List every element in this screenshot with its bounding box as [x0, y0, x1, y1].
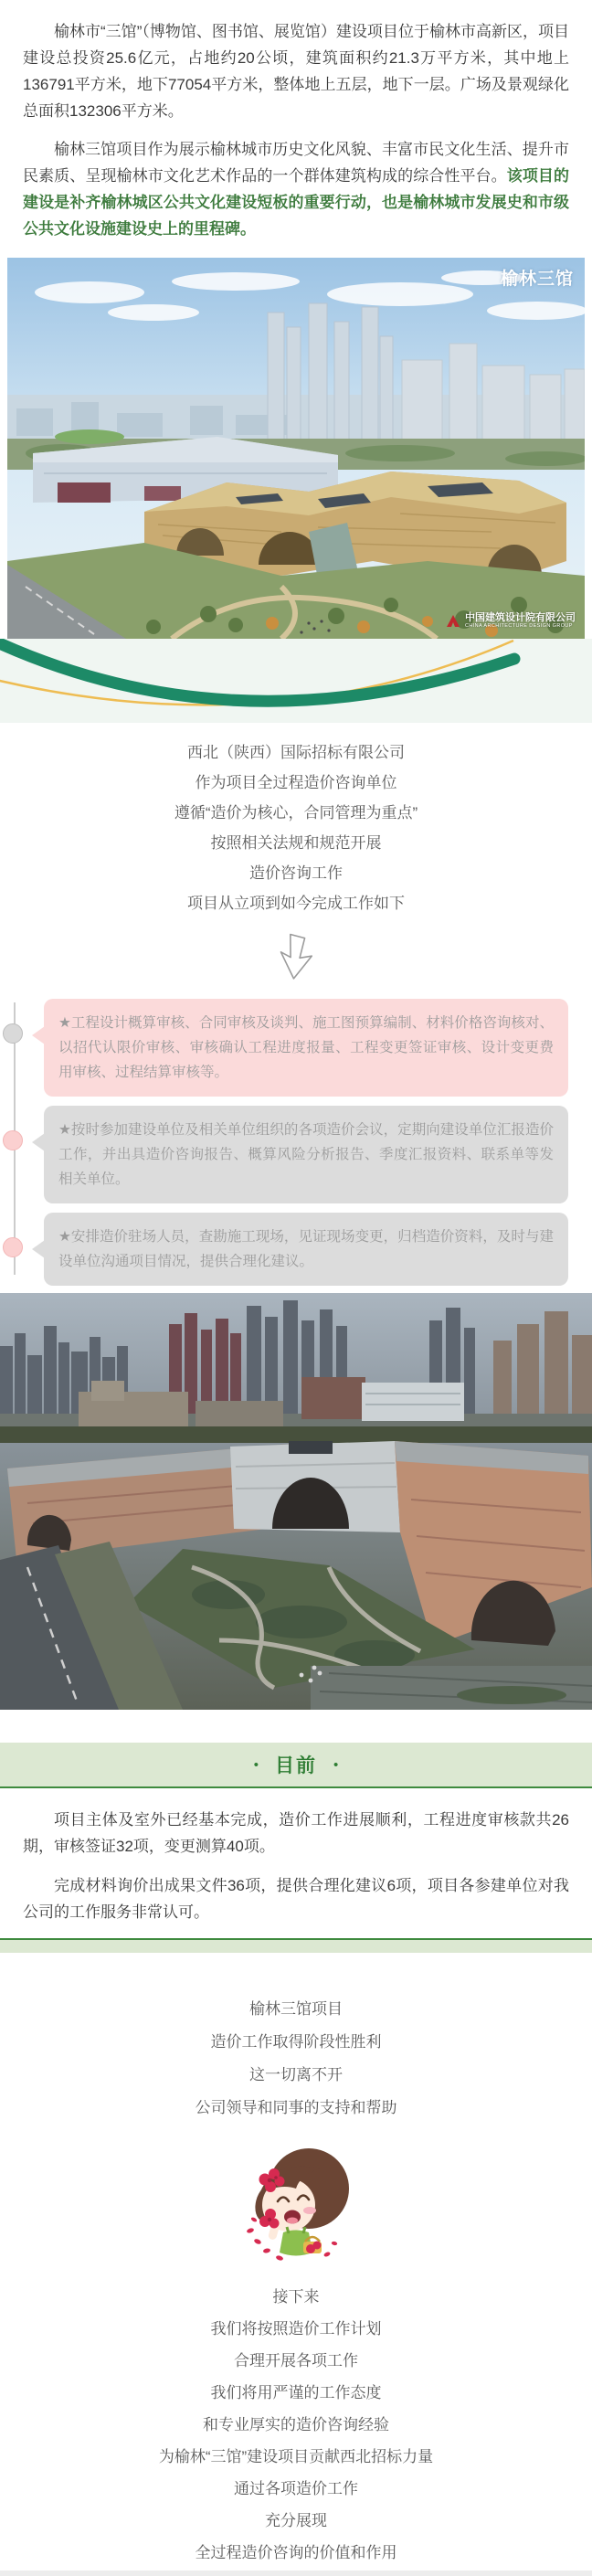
timeline-dot [3, 1130, 23, 1150]
closing-line: 充分展现 [265, 2512, 327, 2529]
closing-line: 合理开展各项工作 [234, 2352, 358, 2369]
screenshot-bottom-strip [0, 2571, 592, 2576]
rendering-image [7, 258, 585, 639]
timeline-dot [3, 1237, 23, 1257]
company-line: 遵循“造价为核心，合同管理为重点” [174, 804, 418, 822]
section-close-strip [0, 1938, 592, 1953]
closing-line: 我们将按照造价工作计划 [210, 2320, 382, 2337]
summary-line: 这一切离不开 [249, 2066, 343, 2083]
watermark-en: CHINA ARCHITECTURE DESIGN GROUP [465, 623, 573, 629]
intro-paragraph-1: 榆林市“三馆”（博物馆、图书馆、展览馆）建设项目位于榆林市高新区，项目建设总投资25.6亿元，占地约20公顷，建筑面积约21.3万平方米，其中地上136791平方米，地下77054平方米，整体地上五层，地下一层。广场及景观绿化总面积132306平方米。 [23, 23, 569, 120]
status-paragraph-2: 完成材料询价出成果文件36项，提供合理化建议6项，项目各参建单位对我公司的工作服务非常认可。 [23, 1877, 569, 1921]
summary-block [0, 1993, 592, 2125]
status-section [0, 1788, 592, 1925]
image-caption: 榆林三馆 [500, 270, 574, 289]
summary-line: 公司领导和同事的支持和帮助 [195, 2099, 397, 2116]
intro-paragraph-2 [23, 136, 569, 242]
closing-line: 接下来 [272, 2288, 320, 2306]
closing-line: 全过程造价咨询的价值和作用 [195, 2544, 397, 2561]
timeline-dot [3, 1023, 23, 1044]
closing-line: 和专业厚实的造价咨询经验 [203, 2416, 389, 2433]
summary-line: 榆林三馆项目 [249, 2000, 343, 2018]
work-item-1-text: ★工程设计概算审核、合同审核及谈判、施工图预算编制、材料价格咨询核对、以招代认限价审核、审核确认工程进度报量、工程变更签证审核、设计变更费用审核、过程结算审核等。 [58, 1015, 554, 1080]
work-item-3-text: ★安排造价驻场人员，查勘施工现场，见证现场变更，归档造价资料，及时与建设单位沟通项目情况，提供合理化建议。 [58, 1229, 554, 1269]
swoosh-curves [0, 639, 592, 723]
status-banner-title: 目前 [275, 1755, 317, 1776]
status-banner [0, 1743, 592, 1788]
design-group-watermark [446, 612, 576, 630]
intro-paragraph-2-normal: 榆林三馆项目作为展示榆林城市历史文化风貌、丰富市民文化生活、提升市民素质、呈现榆林市文化艺术作品的一个群体建筑构成的综合性平台。 [23, 141, 569, 185]
swoosh-divider [0, 639, 592, 723]
down-arrow-icon [0, 933, 592, 984]
mascot-illustration [0, 2143, 592, 2262]
status-paragraph-1: 项目主体及室外已经基本完成，造价工作进展顺利，工程进度审核款共26期，审核签证32项，变更测算40项。 [23, 1811, 569, 1855]
work-item-2 [44, 1106, 568, 1203]
closing-line: 我们将用严谨的工作态度 [210, 2384, 382, 2401]
intro-section [0, 0, 592, 242]
company-line: 按照相关法规和规范开展 [210, 834, 382, 852]
summary-line: 造价工作取得阶段性胜利 [210, 2033, 382, 2051]
banner-dot-left: • [253, 1756, 259, 1773]
work-items-timeline [44, 999, 568, 1288]
work-item-1 [44, 999, 568, 1097]
company-line: 造价咨询工作 [249, 864, 343, 882]
rendering-illustration [7, 258, 585, 639]
construction-photo [0, 1293, 592, 1710]
company-statement-block [0, 737, 592, 918]
work-item-3 [44, 1213, 568, 1286]
design-group-logo-icon [446, 614, 460, 628]
closing-line: 为榆林“三馆”建设项目贡献西北招标力量 [158, 2448, 434, 2465]
company-line: 西北（陕西）国际招标有限公司 [187, 744, 405, 761]
company-line: 作为项目全过程造价咨询单位 [195, 774, 397, 791]
intro-paragraph-2-highlight: 该项目的建设是补齐榆林城区公共文化建设短板的重要行动，也是榆林城市发展史和市级公共文化设施建设史上的里程碑。 [23, 167, 569, 238]
closing-block [0, 2281, 592, 2569]
banner-dot-right: • [333, 1756, 339, 1773]
watermark-cn: 中国建筑设计院有限公司 [465, 612, 576, 623]
work-item-2-text: ★按时参加建设单位及相关单位组织的各项造价会议，定期向建设单位汇报造价工作，并出具造价咨询报告、概算风险分析报告、季度汇报资料、联系单等发相关单位。 [58, 1122, 554, 1187]
closing-line: 通过各项造价工作 [234, 2480, 358, 2497]
company-line: 项目从立项到如今完成工作如下 [187, 895, 405, 912]
